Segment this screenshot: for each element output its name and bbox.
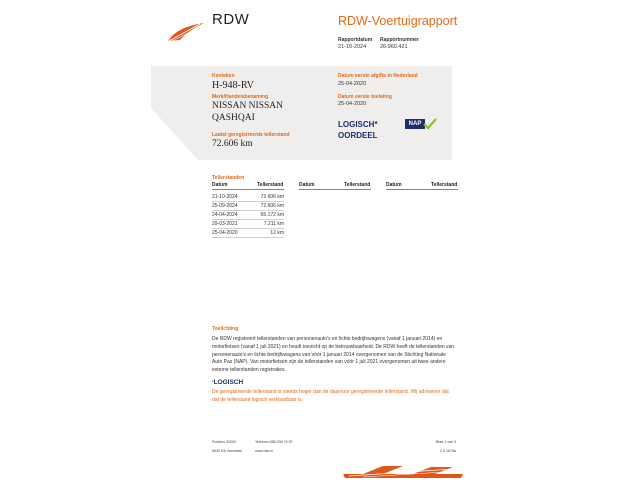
row-divider [212, 201, 284, 202]
row-4-km: 7.211 km [263, 221, 284, 227]
footer-phone: Telefoon 088 008 74 87 [255, 440, 293, 444]
asterisk-marker: * [212, 379, 214, 384]
verdict-line-2: OORDEEL [338, 131, 378, 140]
footer-version: 2.0 1675a [440, 449, 456, 453]
row-divider [212, 228, 284, 229]
row-3-date: 24-04-2024 [212, 212, 238, 218]
logisch-label [212, 379, 243, 386]
make-label: Merk/Handelsbenaming [212, 94, 269, 100]
col-reading-3: Tellerstand [431, 182, 458, 188]
row-1-km: 72.606 km [260, 194, 284, 200]
row-divider [212, 237, 284, 238]
make-line-2: QASHQAI [212, 113, 255, 123]
vehicle-summary-panel [151, 66, 452, 160]
row-2-date: 25-09-2024 [212, 203, 238, 209]
plate-label: Kenteken [212, 73, 235, 79]
row-1-date: 21-10-2024 [212, 194, 238, 200]
row-divider [212, 219, 284, 220]
footer-page: Blad 1 van 3 [436, 440, 456, 444]
nap-badge [405, 118, 435, 130]
first-nl-label: Datum eerste afgifte in Nederland [338, 73, 418, 79]
report-number: 26.960.421 [380, 44, 408, 50]
checkmark-icon [423, 118, 437, 130]
explanation-title: Toelichting [212, 326, 239, 332]
readings-title: Tellerstanden [212, 175, 245, 181]
logisch-text: De geregistreerde tellerstand is steeds hoger dan de daarvoor geregistreerde tellerstand. Wij adviseren dat dat de tellerstand logisch verklaarbaar is. [212, 389, 449, 403]
nap-badge-label: NAP [405, 119, 425, 129]
make-line-1: NISSAN NISSAN [212, 101, 283, 111]
verdict-line-1: LOGISCH* [338, 120, 378, 129]
row-3-km: 65.172 km [260, 212, 284, 218]
row-2-km: 72.606 km [260, 203, 284, 209]
col-date-3: Datum [386, 182, 402, 188]
logisch-label-text: LOGISCH [213, 379, 244, 386]
row-5-date: 25-04-2020 [212, 230, 238, 236]
last-reading-label: Laatst geregistreerde tellerstand [212, 132, 290, 138]
first-nl-date: 25-04-2020 [338, 81, 367, 87]
plate-number: H-948-RV [212, 80, 254, 91]
row-5-km: 12 km [270, 230, 284, 236]
table-header-rule-3 [386, 189, 458, 190]
row-4-date: 29-03-2021 [212, 221, 238, 227]
col-reading-1: Tellerstand [257, 182, 284, 188]
col-date-2: Datum [299, 182, 315, 188]
report-date: 21-10-2024 [338, 44, 367, 50]
table-header-rule-1 [212, 189, 284, 190]
table-header-rule-2 [299, 189, 371, 190]
row-divider [212, 210, 284, 211]
footer-web[interactable]: www.rdw.nl [255, 449, 273, 453]
explanation-paragraph: De RDW registreert tellerstanden van personenauto's en lichte bedrijfswagens (vanaf 1 januari 2014) en motorfietsen (vanaf 1 juli 2021) en houdt toezicht op de betrouwbaarheid. De RDW heeft de tellerstanden van personenauto's en lichte bedrijfswagens van vóór 1 januari 2014 overgenomen van de Stichting Nationale Auto Pas (NAP). Van motorfietsen zijn de tellerstanden van vóór 1 juli 2021 overgenomen uit twee andere externe tellerstanden registraties. [212, 336, 455, 374]
col-reading-2: Tellerstand [344, 182, 371, 188]
document-title: RDW-Voertuigrapport [338, 14, 458, 28]
report-number-label: Rapportnummer [380, 37, 419, 43]
rdw-logo-icon [164, 20, 208, 44]
col-date-1: Datum [212, 182, 228, 188]
footer-city: 9640 RA Veendam [212, 449, 242, 453]
footer-postbus: Postbus 30000 [212, 440, 236, 444]
decorative-stripes-icon [343, 464, 463, 480]
first-admission-date: 25-04-2020 [338, 101, 367, 107]
first-admission-label: Datum eerste toelating [338, 94, 392, 100]
brand-name: RDW [212, 11, 250, 28]
last-reading-value: 72.606 km [212, 139, 253, 149]
report-date-label: Rapportdatum [338, 37, 373, 43]
